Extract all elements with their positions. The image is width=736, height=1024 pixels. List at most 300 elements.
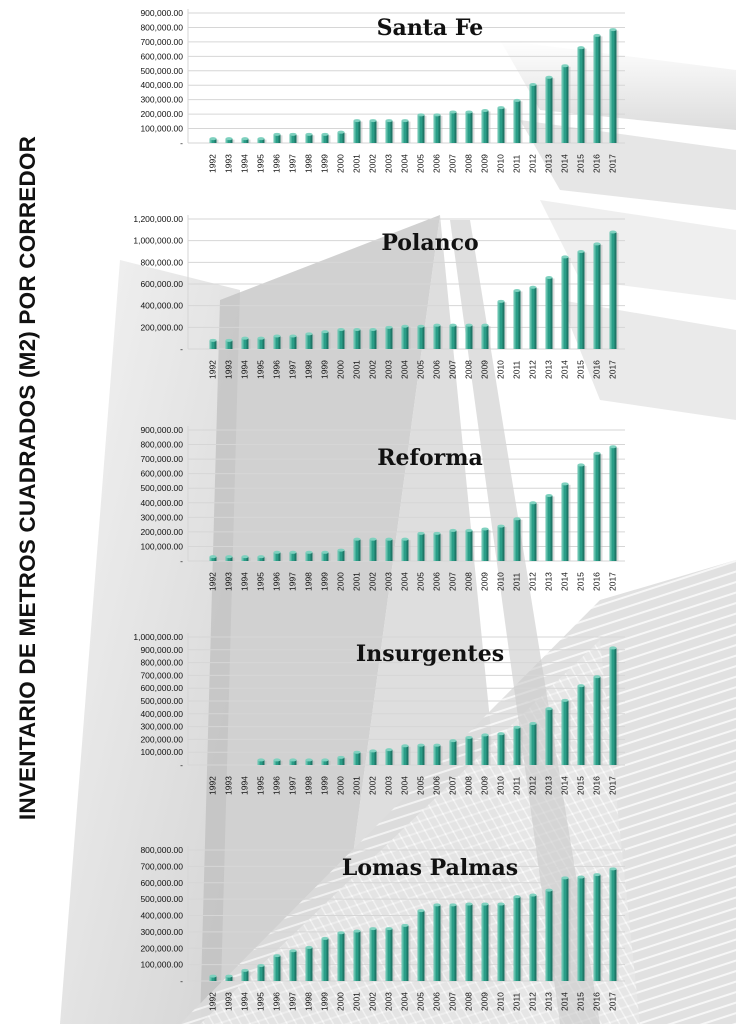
bar — [418, 744, 427, 765]
bar-edge — [375, 539, 377, 561]
bar — [226, 555, 235, 561]
bar-cap — [386, 748, 393, 751]
x-tick-label: 1994 — [239, 776, 250, 795]
bar — [546, 707, 555, 765]
bar-highlight — [498, 108, 500, 143]
y-tick-label: 1,200,000.00 — [133, 214, 183, 224]
bar-cap — [338, 328, 345, 331]
bar-cap — [242, 137, 249, 140]
x-tick-label: 2005 — [415, 776, 426, 795]
bar-cap — [290, 335, 297, 338]
bar-edge — [599, 875, 601, 981]
x-tick-label: 2003 — [383, 154, 394, 173]
bar-highlight — [434, 905, 436, 981]
bar — [242, 337, 251, 349]
bar-highlight — [434, 115, 436, 143]
bar-highlight — [450, 905, 452, 981]
bar-edge — [423, 326, 425, 349]
bar-highlight — [258, 965, 260, 981]
x-tick-label: 2008 — [463, 360, 474, 379]
bar-edge — [343, 550, 345, 561]
x-tick-label: 1996 — [271, 360, 282, 379]
bar-highlight — [530, 85, 532, 144]
bar-edge — [455, 325, 457, 349]
bar-edge — [247, 970, 249, 981]
x-tick-label: 2017 — [607, 572, 618, 591]
bar-edge — [423, 533, 425, 561]
bar-highlight — [306, 552, 308, 561]
x-tick-label: 2000 — [335, 360, 346, 379]
bar — [306, 758, 315, 765]
bar-cap — [354, 538, 361, 541]
bar-edge — [503, 108, 505, 143]
x-tick-label: 2011 — [511, 154, 522, 173]
bar-cap — [530, 501, 537, 504]
bar-highlight — [594, 244, 596, 349]
y-tick-label: 800,000.00 — [140, 845, 183, 855]
chart-insurgentes — [0, 615, 736, 840]
x-tick-label: 1993 — [223, 154, 234, 173]
x-tick-label: 2007 — [447, 776, 458, 795]
bar — [546, 76, 555, 143]
bar-cap — [290, 949, 297, 952]
x-tick-label: 2013 — [543, 992, 554, 1011]
bar-edge — [407, 539, 409, 561]
bar-edge — [279, 552, 281, 561]
bar-edge — [599, 244, 601, 349]
bar-cap — [242, 337, 249, 340]
bar — [258, 758, 267, 765]
bar-cap — [274, 335, 281, 338]
bar-cap — [322, 330, 329, 333]
bar-highlight — [402, 121, 404, 143]
x-tick-label: 2017 — [607, 776, 618, 795]
x-tick-label: 2014 — [559, 154, 570, 173]
bar — [562, 64, 571, 143]
bar-cap — [434, 532, 441, 535]
bar-edge — [519, 727, 521, 765]
bar-highlight — [418, 326, 420, 349]
x-tick-label: 2007 — [447, 992, 458, 1011]
bar-highlight — [418, 533, 420, 561]
bar-cap — [514, 517, 521, 520]
bar-highlight — [498, 526, 500, 561]
bar — [498, 300, 507, 349]
bar — [306, 133, 315, 143]
bar-highlight — [450, 325, 452, 349]
x-tick-label: 1998 — [303, 572, 314, 591]
bar — [578, 684, 587, 765]
bar-edge — [471, 904, 473, 981]
bar — [370, 328, 379, 349]
bar-cap — [274, 133, 281, 136]
y-tick-label: 200,000.00 — [140, 109, 183, 120]
y-tick-label: - — [180, 344, 183, 354]
bar-highlight — [594, 35, 596, 143]
y-tick-label: - — [180, 760, 183, 770]
bar — [290, 551, 299, 561]
x-tick-label: 1994 — [239, 360, 250, 379]
x-tick-label: 2010 — [495, 572, 506, 591]
bar-cap — [370, 749, 377, 752]
bar-edge — [295, 552, 297, 561]
bar — [338, 328, 347, 349]
y-tick-label: 600,000.00 — [140, 51, 183, 62]
bar-highlight — [354, 931, 356, 981]
bar-edge — [583, 465, 585, 561]
y-tick-label: 400,000.00 — [140, 910, 183, 921]
bar-edge — [407, 121, 409, 143]
bar — [306, 946, 315, 981]
bar — [594, 242, 603, 349]
bar — [530, 722, 539, 765]
bar-cap — [466, 110, 473, 113]
y-tick-label: 500,000.00 — [140, 696, 183, 706]
x-tick-label: 2016 — [591, 154, 602, 173]
x-tick-label: 2001 — [351, 154, 362, 173]
bar-highlight — [530, 503, 532, 561]
bar-edge — [311, 334, 313, 349]
bar-cap — [386, 927, 393, 930]
x-tick-label: 2002 — [367, 572, 378, 591]
bar-edge — [359, 330, 361, 350]
bar-cap — [338, 549, 345, 552]
bar — [306, 551, 315, 561]
bar-cap — [226, 555, 233, 558]
bar-highlight — [370, 539, 372, 561]
bar — [466, 324, 475, 349]
bar-highlight — [354, 121, 356, 143]
bar — [562, 699, 571, 765]
bar-cap — [466, 529, 473, 532]
y-tick-label: 400,000.00 — [140, 497, 183, 508]
bar-highlight — [514, 291, 516, 350]
bar-highlight — [370, 929, 372, 981]
bar — [274, 335, 283, 350]
y-tick-label: 700,000.00 — [140, 670, 183, 681]
bar-edge — [279, 134, 281, 143]
bar-cap — [322, 133, 329, 136]
bar-edge — [567, 878, 569, 981]
bar-edge — [535, 503, 537, 561]
y-tick-label: 100,000.00 — [140, 541, 183, 552]
bar-cap — [402, 119, 409, 122]
bar — [594, 873, 603, 981]
bar — [290, 949, 299, 981]
bar-highlight — [466, 904, 468, 981]
x-tick-label: 1993 — [223, 776, 234, 795]
bar-edge — [407, 326, 409, 349]
bar — [370, 538, 379, 561]
bar-edge — [487, 325, 489, 349]
x-tick-label: 2008 — [463, 572, 474, 591]
bar-cap — [322, 937, 329, 940]
bar — [338, 549, 347, 561]
bar — [562, 255, 571, 349]
bar-cap — [482, 109, 489, 112]
bar-edge — [263, 965, 265, 981]
bar-cap — [370, 119, 377, 122]
bar-highlight — [370, 751, 372, 765]
bar — [450, 110, 459, 143]
y-tick-label: 400,000.00 — [140, 708, 183, 719]
x-tick-label: 1998 — [303, 776, 314, 795]
x-tick-label: 2001 — [351, 992, 362, 1011]
bar — [290, 133, 299, 143]
bar-cap — [338, 131, 345, 134]
bar-edge — [487, 111, 489, 144]
bar — [482, 109, 491, 143]
bar — [274, 954, 283, 981]
bar-cap — [242, 555, 249, 558]
bar-edge — [439, 533, 441, 561]
bar-cap — [546, 494, 553, 497]
bar-cap — [450, 110, 457, 113]
bar — [514, 726, 523, 765]
x-tick-label: 2006 — [431, 360, 442, 379]
bar — [450, 739, 459, 765]
bar — [322, 551, 331, 561]
bar-edge — [439, 905, 441, 981]
x-tick-label: 1992 — [207, 360, 218, 379]
bar-cap — [226, 339, 233, 342]
bar-edge — [407, 925, 409, 981]
bar-cap — [258, 964, 265, 967]
bar-highlight — [578, 686, 580, 765]
bar-highlight — [466, 325, 468, 349]
bar — [402, 538, 411, 561]
bar-highlight — [514, 727, 516, 765]
chart-title: Santa Fe — [376, 15, 484, 41]
bar — [402, 924, 411, 981]
bar — [402, 325, 411, 349]
bar — [514, 99, 523, 143]
x-tick-label: 2010 — [495, 992, 506, 1011]
x-tick-label: 1993 — [223, 572, 234, 591]
bar-edge — [391, 327, 393, 349]
bar-cap — [306, 551, 313, 554]
x-tick-label: 2004 — [399, 572, 410, 591]
bar — [386, 538, 395, 561]
bar-edge — [359, 121, 361, 143]
bar — [290, 335, 299, 350]
bar-highlight — [370, 330, 372, 350]
x-tick-label: 2009 — [479, 360, 490, 379]
x-tick-label: 1995 — [255, 154, 266, 173]
bar — [418, 532, 427, 561]
chart-reforma — [0, 415, 736, 615]
bar-cap — [386, 119, 393, 122]
bar-highlight — [434, 533, 436, 561]
bar-cap — [514, 99, 521, 102]
x-tick-label: 2014 — [559, 572, 570, 591]
bar-cap — [418, 325, 425, 328]
bar-highlight — [482, 529, 484, 561]
bar-highlight — [322, 938, 324, 981]
bar — [322, 330, 331, 349]
bar-highlight — [610, 869, 612, 981]
y-tick-label: 100,000.00 — [140, 747, 183, 758]
x-tick-label: 2009 — [479, 572, 490, 591]
bar-cap — [530, 286, 537, 289]
bar-highlight — [578, 877, 580, 981]
x-tick-label: 1997 — [287, 776, 298, 795]
bar-edge — [327, 134, 329, 143]
bar-highlight — [498, 734, 500, 765]
bar — [514, 289, 523, 349]
bar — [610, 28, 619, 143]
bar — [258, 555, 267, 561]
bar-cap — [418, 744, 425, 747]
bar-cap — [546, 707, 553, 710]
bar — [450, 903, 459, 981]
x-tick-label: 2012 — [527, 776, 538, 795]
bar — [354, 538, 363, 561]
x-tick-label: 2010 — [495, 154, 506, 173]
bar-edge — [375, 929, 377, 981]
bar — [434, 532, 443, 561]
bar-cap — [498, 903, 505, 906]
bar-cap — [290, 551, 297, 554]
bar-highlight — [386, 327, 388, 349]
bar-highlight — [466, 737, 468, 765]
bar-edge — [551, 496, 553, 562]
bar — [258, 337, 267, 349]
bar-highlight — [546, 496, 548, 562]
bar-highlight — [370, 121, 372, 143]
bar-highlight — [354, 752, 356, 765]
bar-edge — [519, 291, 521, 350]
x-tick-label: 2006 — [431, 154, 442, 173]
bar-cap — [306, 332, 313, 335]
bar — [354, 751, 363, 765]
bar-cap — [546, 76, 553, 79]
bar-cap — [274, 758, 281, 761]
x-tick-label: 2005 — [415, 360, 426, 379]
x-tick-label: 1999 — [319, 360, 330, 379]
bar-highlight — [546, 278, 548, 350]
bar-cap — [274, 954, 281, 957]
bar-highlight — [546, 77, 548, 143]
bar-highlight — [290, 134, 292, 143]
bar-highlight — [338, 550, 340, 561]
bar-edge — [487, 904, 489, 981]
bar-highlight — [450, 530, 452, 561]
bar-cap — [482, 324, 489, 327]
bar-cap — [354, 751, 361, 754]
bar — [514, 517, 523, 561]
x-tick-label: 2000 — [335, 776, 346, 795]
bar-cap — [530, 722, 537, 725]
x-tick-label: 1997 — [287, 360, 298, 379]
bar-edge — [391, 539, 393, 561]
bar-cap — [450, 739, 457, 742]
bar-highlight — [530, 895, 532, 981]
x-tick-label: 2002 — [367, 154, 378, 173]
y-tick-label: 900,000.00 — [140, 425, 183, 435]
bar — [466, 110, 475, 143]
bar-edge — [375, 330, 377, 350]
bar — [498, 106, 507, 143]
bar-edge — [503, 734, 505, 765]
bar-highlight — [578, 48, 580, 143]
bar-cap — [258, 137, 265, 140]
bar — [450, 324, 459, 349]
bar-edge — [423, 115, 425, 143]
bar-edge — [279, 336, 281, 349]
bar-edge — [615, 30, 617, 143]
bar-highlight — [418, 911, 420, 981]
bar-highlight — [402, 925, 404, 981]
bar-edge — [551, 890, 553, 981]
x-tick-label: 2004 — [399, 992, 410, 1011]
bar-cap — [594, 675, 601, 678]
bar-cap — [322, 758, 329, 761]
x-tick-label: 2002 — [367, 776, 378, 795]
bar-cap — [242, 969, 249, 972]
bar-cap — [402, 744, 409, 747]
bar-highlight — [514, 897, 516, 981]
x-tick-label: 1994 — [239, 572, 250, 591]
bar-highlight — [482, 111, 484, 144]
bar — [242, 137, 251, 143]
bar-edge — [535, 287, 537, 349]
x-tick-label: 1992 — [207, 572, 218, 591]
bar-edge — [503, 301, 505, 349]
bar-edge — [583, 877, 585, 981]
bar-highlight — [434, 325, 436, 349]
bar-cap — [562, 699, 569, 702]
bar-highlight — [242, 338, 244, 349]
bar — [498, 525, 507, 561]
bar — [274, 758, 283, 765]
bar — [370, 927, 379, 981]
x-tick-label: 1996 — [271, 572, 282, 591]
bar-edge — [327, 552, 329, 561]
bar-highlight — [482, 904, 484, 981]
bar-edge — [503, 526, 505, 561]
bar-highlight — [466, 112, 468, 143]
bar-edge — [279, 956, 281, 981]
bar — [322, 133, 331, 143]
bar — [434, 744, 443, 765]
x-tick-label: 2008 — [463, 992, 474, 1011]
y-tick-label: 500,000.00 — [140, 894, 183, 905]
x-tick-label: 2006 — [431, 992, 442, 1011]
bar — [610, 867, 619, 981]
x-tick-label: 2003 — [383, 572, 394, 591]
bar-edge — [487, 529, 489, 561]
bar-cap — [498, 732, 505, 735]
bar-cap — [466, 324, 473, 327]
x-tick-label: 2007 — [447, 154, 458, 173]
bar — [562, 482, 571, 561]
bar — [546, 889, 555, 981]
y-tick-label: - — [180, 976, 183, 986]
x-tick-label: 1993 — [223, 360, 234, 379]
x-tick-label: 2004 — [399, 154, 410, 173]
bar-highlight — [402, 746, 404, 765]
bar-cap — [434, 744, 441, 747]
bar — [482, 733, 491, 765]
bar-edge — [471, 325, 473, 349]
chart-lomas-palmas — [0, 840, 736, 1024]
bar-edge — [487, 735, 489, 765]
page-title: INVENTARIO DE METROS CUADRADOS (M2) POR CORREDOR — [15, 135, 40, 821]
bar-highlight — [354, 330, 356, 350]
y-tick-label: - — [180, 138, 183, 148]
bar-cap — [274, 551, 281, 554]
